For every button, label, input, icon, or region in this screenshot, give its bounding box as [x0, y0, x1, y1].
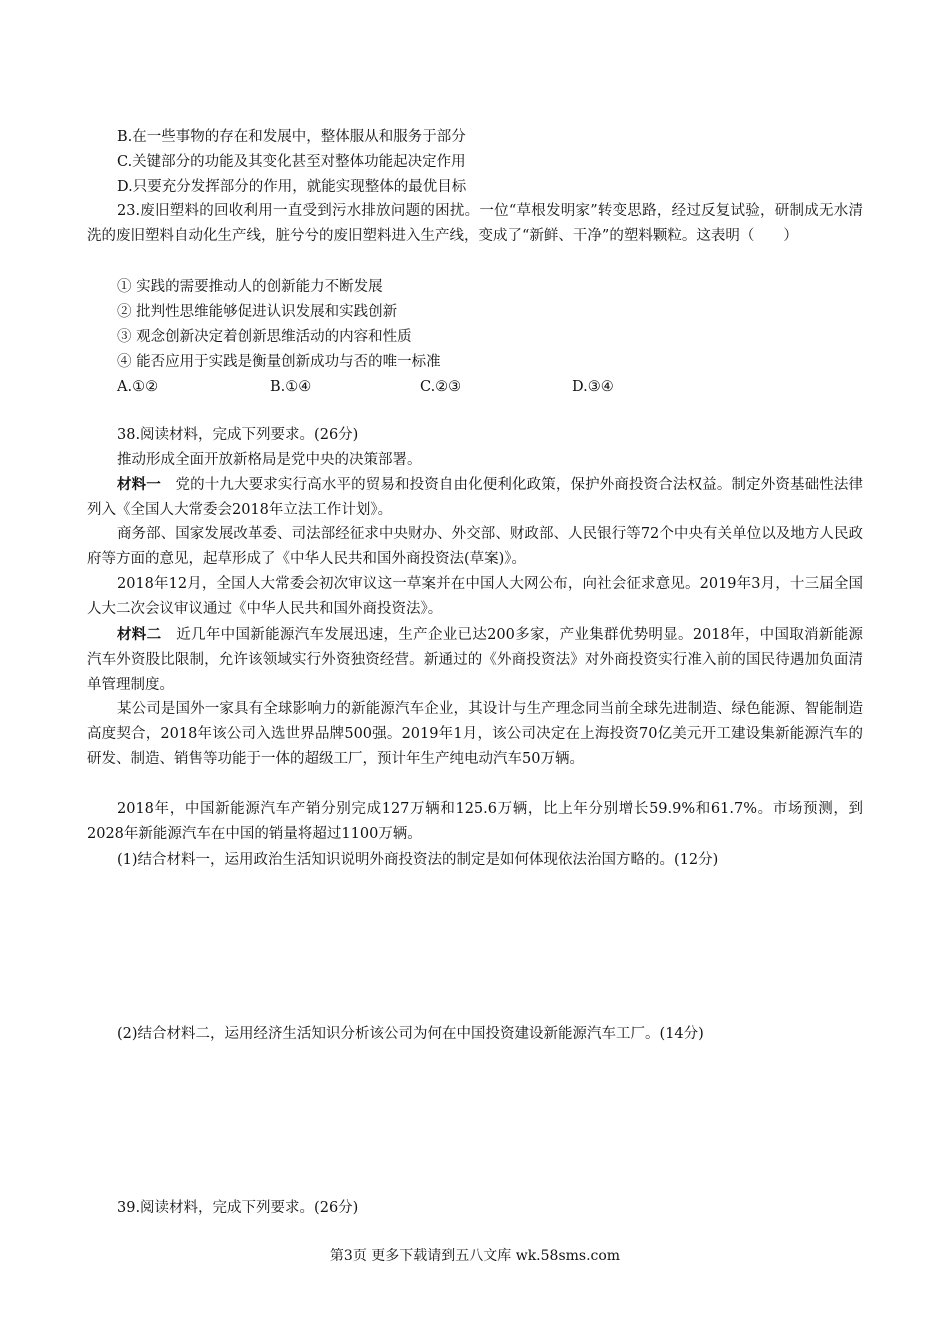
q23-statement-1: ① 实践的需要推动人的创新能力不断发展 — [117, 279, 383, 295]
q23-statement-3: ③ 观念创新决定着创新思维活动的内容和性质 — [117, 329, 412, 345]
page-footer: 第3页 更多下载请到五八文库 wk.58sms.com — [329, 1248, 621, 1264]
q38-sub-question-1: (1)结合材料一，运用政治生活知识说明外商投资法的制定是如何体现依法治国方略的。(12分) — [117, 852, 719, 868]
q22-option-b: B.在一些事物的存在和发展中，整体服从和服务于部分 — [117, 129, 466, 145]
q23-choice-b: B.①④ — [270, 379, 312, 395]
q23-stem: 23.废旧塑料的回收利用一直受到污水排放问题的困扰。一位“草根发明家”转变思路，经过反复试验，研制成无水清洗的废旧塑料自动化生产线，脏兮兮的废旧塑料进入生产线，变成了“新鲜、干净”的塑料颗粒。这表明（ ） — [87, 203, 863, 244]
q23-choice-d: D.③④ — [572, 379, 614, 395]
q38-intro: 推动形成全面开放新格局是党中央的决策部署。 — [117, 452, 422, 468]
q22-option-d: D.只要充分发挥部分的作用，就能实现整体的最优目标 — [117, 179, 467, 195]
material-2-label: 材料二 — [117, 626, 162, 643]
material-1-label: 材料一 — [117, 476, 161, 493]
q38-material-2-p1 — [87, 622, 863, 698]
q38-material-2-p2: 某公司是国外一家具有全球影响力的新能源汽车企业，其设计与生产理念同当前全球先进制造、绿色能源、智能制造高度契合，2018年该公司入选世界品牌500强。2019年1月，该公司决定在上海投资70亿美元开工建设集新能源汽车的研发、制造、销售等功能于一体的超级工厂，预计年生产纯电动汽车50万辆。 — [87, 701, 863, 767]
material-2-text: 近几年中国新能源汽车发展迅速，生产企业已达200多家，产业集群优势明显。2018年，中国取消新能源汽车外资股比限制，允许该领域实行外资独资经营。新通过的《外商投资法》对外商投资实行准入前的国民待遇加负面清单管理制度。 — [87, 627, 863, 693]
q38-material-1-p1 — [87, 472, 863, 523]
q38-sub-question-2: (2)结合材料二，运用经济生活知识分析该公司为何在中国投资建设新能源汽车工厂。(14分) — [117, 1026, 704, 1042]
q22-option-c: C.关键部分的功能及其变化甚至对整体功能起决定作用 — [117, 154, 466, 170]
q23-choice-a: A.①② — [117, 379, 159, 395]
q38-material-1-p3: 2018年12月，全国人大常委会初次审议这一草案并在中国人大网公布，向社会征求意见。2019年3月，十三届全国人大二次会议审议通过《中华人民共和国外商投资法》。 — [87, 576, 863, 617]
q23-choice-c: C.②③ — [420, 379, 462, 395]
q38-material-1-p2: 商务部、国家发展改革委、司法部经征求中央财办、外交部、财政部、人民银行等72个中央有关单位以及地方人民政府等方面的意见，起草形成了《中华人民共和国外商投资法(草案)》。 — [87, 526, 863, 567]
q23-statement-2: ② 批判性思维能够促进认识发展和实践创新 — [117, 304, 398, 320]
q39-title: 39.阅读材料，完成下列要求。(26分) — [117, 1200, 359, 1216]
material-1-text: 党的十九大要求实行高水平的贸易和投资自由化便利化政策，保护外商投资合法权益。制定外资基础性法律列入《全国人大常委会2018年立法工作计划》。 — [87, 477, 863, 518]
q38-title: 38.阅读材料，完成下列要求。(26分) — [117, 427, 359, 443]
q23-statement-4: ④ 能否应用于实践是衡量创新成功与否的唯一标准 — [117, 354, 441, 370]
q38-material-2-p3: 2018年，中国新能源汽车产销分别完成127万辆和125.6万辆，比上年分别增长59.9%和61.7%。市场预测，到2028年新能源汽车在中国的销量将超过1100万辆。 — [87, 801, 863, 842]
